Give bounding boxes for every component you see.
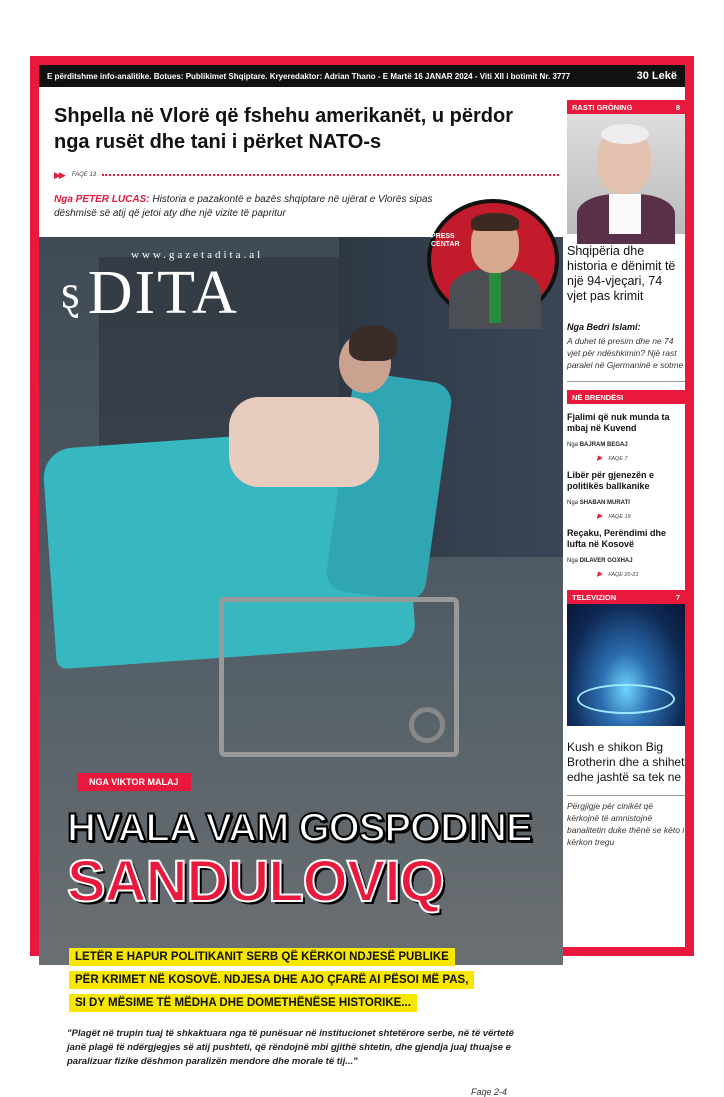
logo-wordmark	[61, 261, 263, 325]
portrait-inset	[427, 199, 559, 321]
list-item[interactable]: Libër për gjenezën e politikës ballkanike Nga SHABAN MURATI ▶ FAQE 19	[567, 470, 655, 520]
tv-body: Përgjigje për cinikët që kërkojnë të amnistojnë banalitetin duke thënë se këto i kërkon tregu	[567, 801, 685, 847]
divider	[567, 381, 685, 382]
case-body: A duhet të presim dhe ne 74 vjet për ndëshkimin? Një rast paralel në Gjermaninë e sotme	[567, 336, 684, 370]
lead-page-ref: FAQE 13	[71, 172, 97, 178]
main-deck-line: SI DY MËSIME TË MËDHA DHE DOMETHËNËSE HISTORIKE...	[69, 994, 417, 1012]
play-icon: ▶	[597, 571, 603, 578]
list-item[interactable]: Reçaku, Perëndimi dhe lufta në Kosovë Nga DILAVER GOXHAJ ▶ FAQE 20-21	[567, 528, 667, 578]
sidebar	[567, 100, 685, 848]
case-author: Nga Bedri Islami:	[567, 322, 641, 332]
newspaper-logo[interactable]	[61, 249, 263, 325]
main-byline: NGA VIKTOR MALAJ	[77, 773, 191, 791]
photo-patient-body	[229, 397, 379, 487]
lead-headline[interactable]: Shpella në Vlorë që fshehu amerikanët, u përdor nga rusët dhe tani i përket NATO-s	[54, 105, 514, 153]
dotted-divider	[102, 174, 559, 176]
divider	[567, 795, 685, 796]
main-title-line2[interactable]: SANDULOVIQ	[67, 849, 444, 914]
logo-website: www.gazetadita.al	[131, 249, 264, 261]
price-label: 30 Lekë	[636, 70, 677, 82]
newspaper-front-page	[30, 56, 694, 1097]
press-board-text: PRESS CENTAR	[431, 233, 460, 248]
section-header-tv: TELEVIZION 7	[567, 590, 685, 604]
main-page-ref: Faqe 2-4	[471, 1087, 508, 1097]
tv-photo	[567, 604, 685, 726]
main-deck-line: PËR KRIMET NË KOSOVË. NDJESA DHE AJO ÇFARË AI PËSOI MË PAS,	[69, 971, 474, 989]
masthead-bar	[39, 65, 685, 87]
section-header-inside: NË BRENDËSI	[567, 390, 685, 404]
main-title-line1[interactable]: HVALA VAM GOSPODINE	[67, 806, 532, 850]
lead-deck	[54, 193, 474, 221]
lead-deck-text: Historia e pazakontë e bazës shqiptare në ujërat e Vlorës sipas dëshmisë së atij që jetoi aty dhe një vizite të papritur	[54, 194, 433, 219]
case-photo	[567, 114, 685, 234]
main-quote: "Plagët në trupin tuaj të shkaktuara nga të punësuar në institucionet shtetërore serbe, në të vërtetë janë plagë të ndërgjegjes së atij pushteti, që rëndojnë mbi gjithë shtetin, dhe gjendja juaj thuajse e paralizuar fizike dëshmon paralizën mendore dhe morale të tij..."	[67, 1028, 514, 1067]
play-icon: ▶	[597, 513, 603, 520]
double-arrow-icon: ▶▶	[54, 169, 64, 180]
logo-name: DITA	[87, 259, 239, 327]
portrait-tie	[489, 273, 501, 323]
photo-stretcher-wheel	[409, 707, 445, 743]
lead-author: Nga PETER LUCAS:	[54, 194, 150, 205]
list-item[interactable]: Fjalimi që nuk munda ta mbaj në Kuvend Nga BAJRAM BEGAJ ▶ FAQE 7	[567, 412, 670, 462]
main-deck-line: LETËR E HAPUR POLITIKANIT SERB QË KËRKOI NDJESË PUBLIKE	[69, 948, 455, 966]
main-deck	[69, 947, 549, 1016]
portrait-hair	[471, 213, 519, 231]
section-header-case: RASTI GRÖNING 8	[567, 100, 685, 114]
photo-patient-hair	[349, 325, 397, 361]
quill-icon: ȿ	[61, 266, 82, 319]
tv-title[interactable]: Kush e shikon Big Brotherin dhe a shihet edhe jashtë sa tek ne	[567, 740, 685, 784]
masthead-info: E përditshme info-analitike. Botues: Publikimet Shqiptare. Kryeredaktor: Adrian Thano - E Martë 16 JANAR 2024 - Viti XII i botimit Nr. 3777	[47, 71, 571, 81]
lead-page-ref-line	[54, 169, 559, 181]
play-icon: ▶	[597, 455, 603, 462]
case-title[interactable]: Shqipëria dhe historia e dënimit të një 94-vjeçari, 74 vjet pas krimit	[567, 244, 676, 303]
main-photo	[39, 237, 563, 1097]
